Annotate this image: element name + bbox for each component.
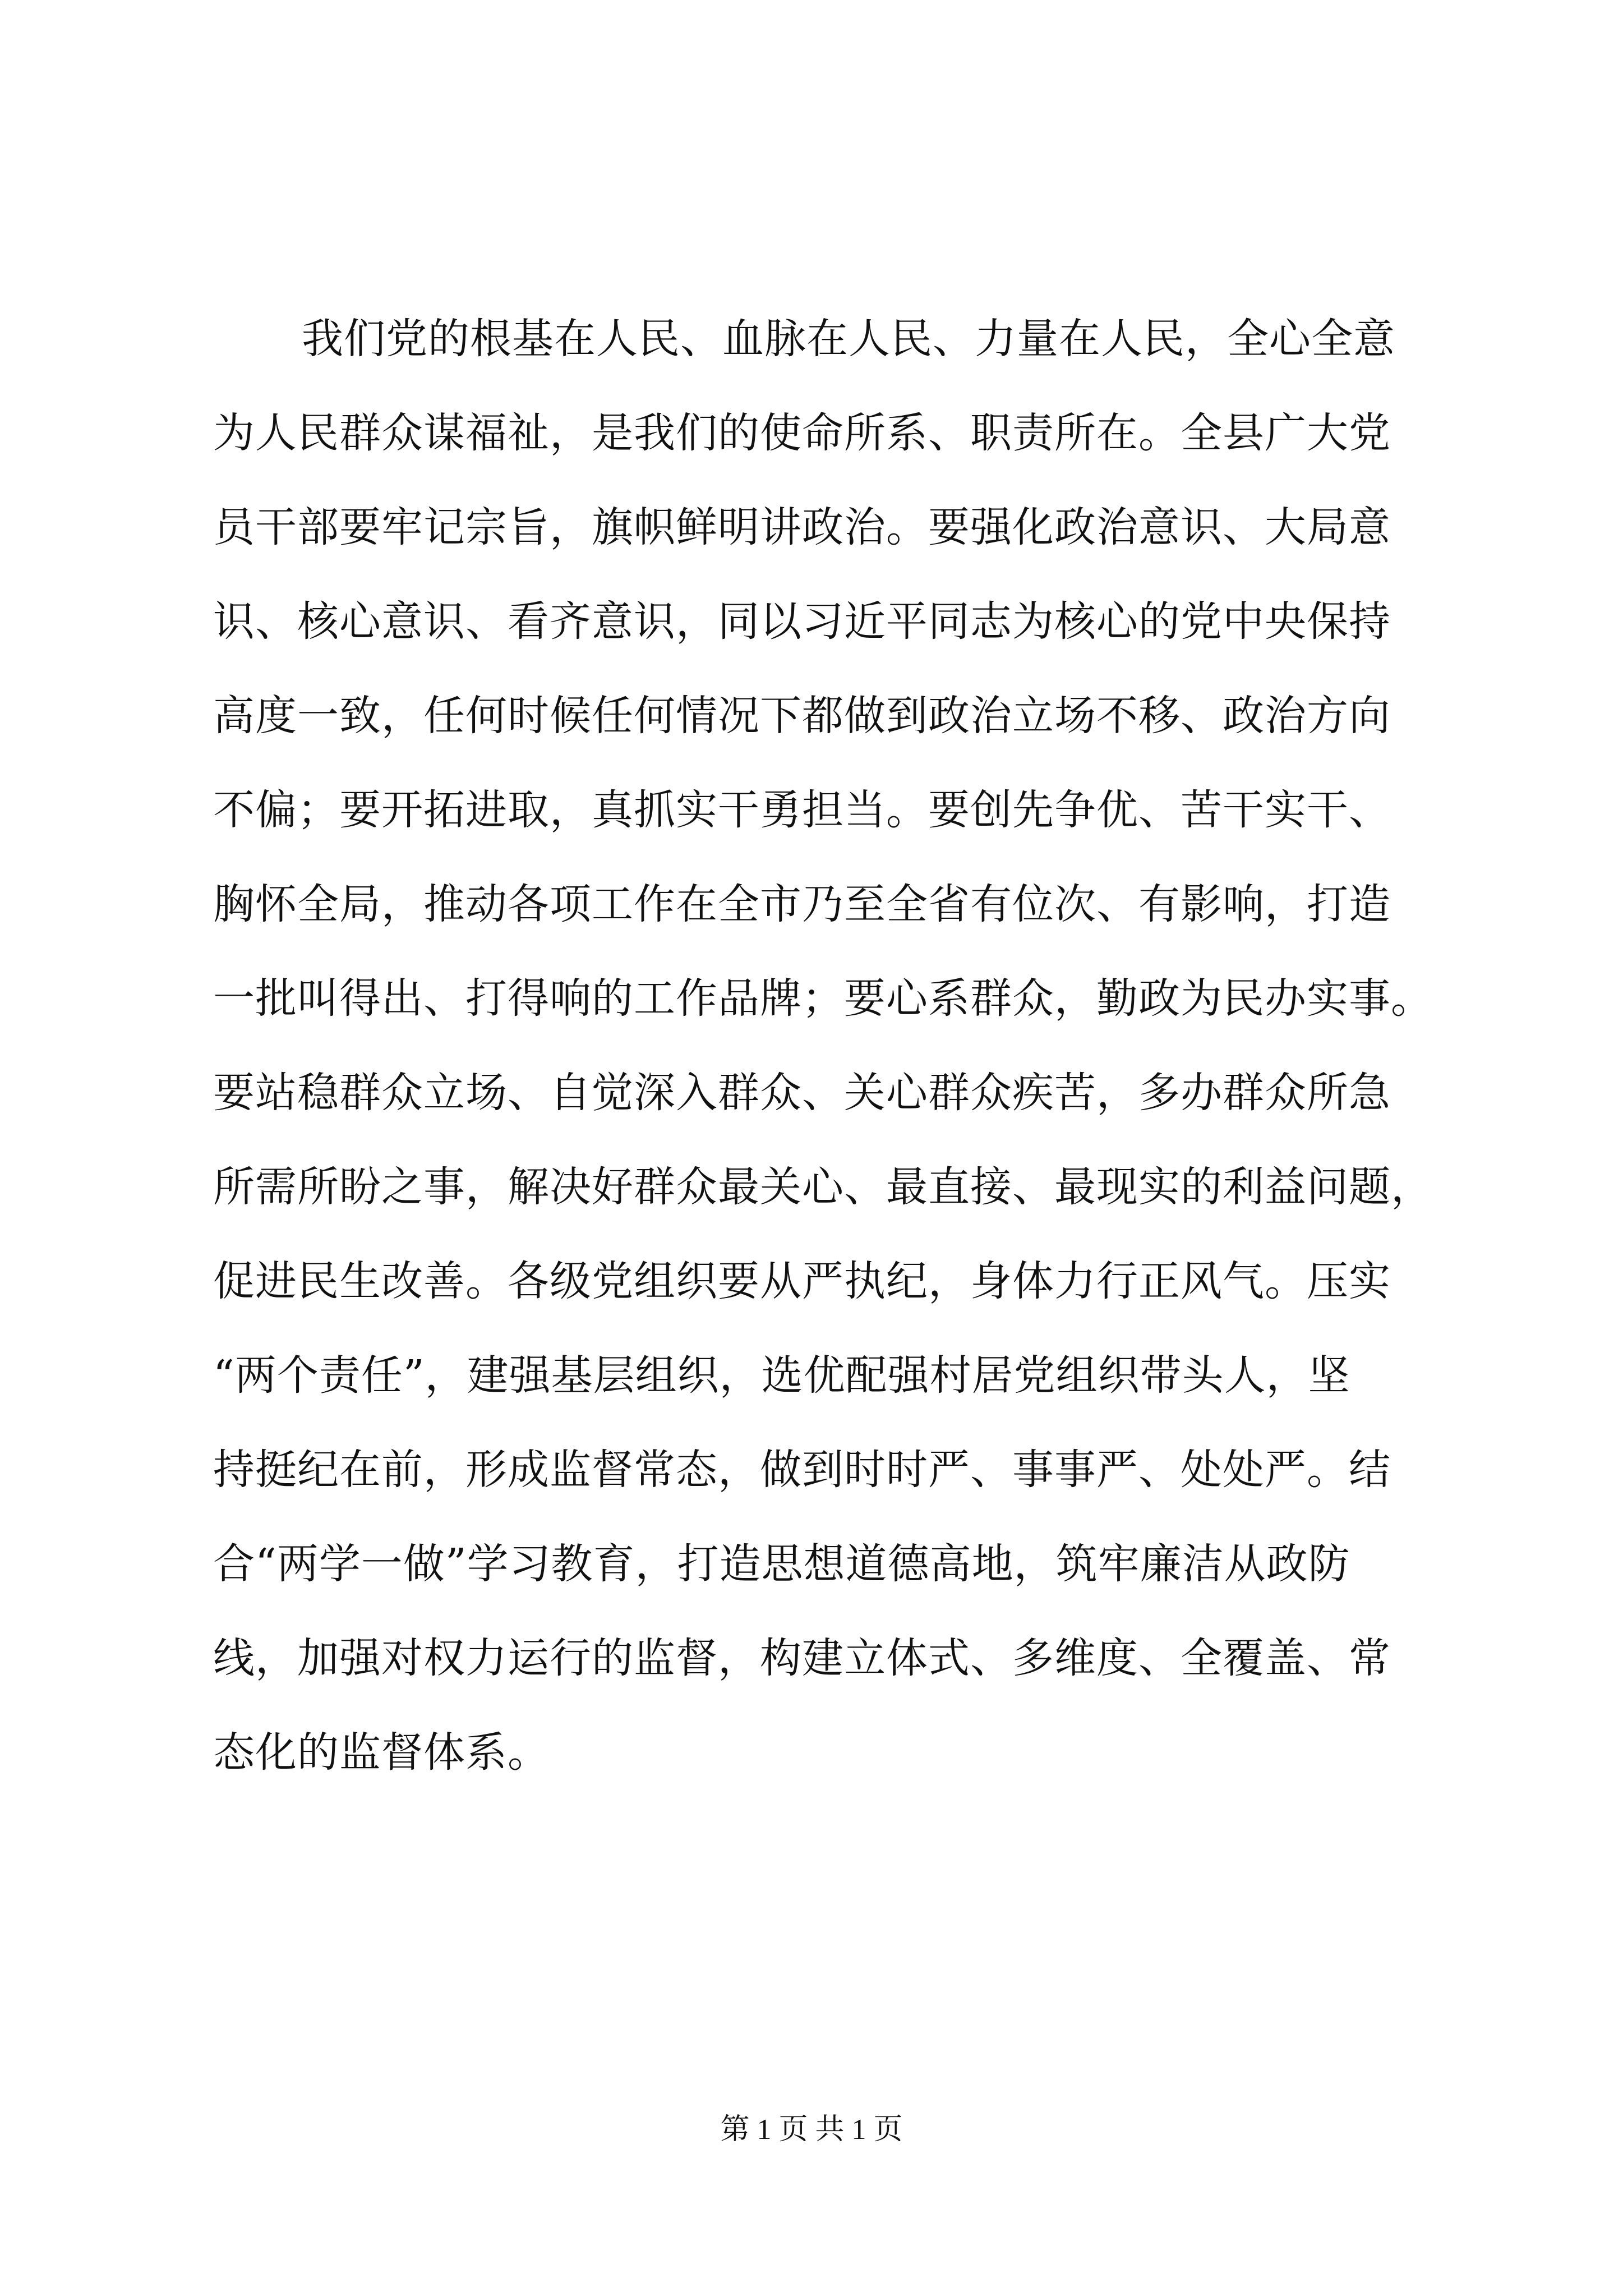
paragraph-line: 我们党的根基在人民、血脉在人民、力量在人民，全心全意 (302, 315, 1395, 363)
page-footer: 第 1 页 共 1 页 (720, 2114, 903, 2146)
paragraph-line: 员干部要牢记宗旨，旗帜鲜明讲政治。要强化政治意识、大局意 (213, 503, 1391, 551)
paragraph-line: 要站稳群众立场、自觉深入群众、关心群众疾苦，多办群众所急 (213, 1069, 1391, 1117)
paragraph-line: 为人民群众谋福祉，是我们的使命所系、职责所在。全县广大党 (213, 409, 1391, 457)
paragraph-line: 识、核心意识、看齐意识，同以习近平同志为核心的党中央保持 (213, 597, 1391, 646)
paragraph-line: 合“两学一做”学习教育，打造思想道德高地，筑牢廉洁从政防 (213, 1540, 1350, 1588)
paragraph-line: 不偏；要开拓进取，真抓实干勇担当。要创先争优、苦干实干、 (213, 786, 1391, 834)
paragraph-line: 一批叫得出、打得响的工作品牌；要心系群众，勤政为民办实事。 (213, 974, 1433, 1023)
paragraph-line: 持挺纪在前，形成监督常态，做到时时严、事事严、处处严。结 (213, 1446, 1391, 1494)
paragraph-line: 高度一致，任何时候任何情况下都做到政治立场不移、政治方向 (213, 692, 1391, 740)
paragraph-line: 线，加强对权力运行的监督，构建立体式、多维度、全覆盖、常 (213, 1634, 1391, 1682)
paragraph-line: 所需所盼之事，解决好群众最关心、最直接、最现实的利益问题， (213, 1163, 1433, 1211)
body-paragraph (213, 292, 1433, 1800)
paragraph-line: 促进民生改善。各级党组织要从严执纪，身体力行正风气。压实 (213, 1257, 1391, 1305)
paragraph-line: 胸怀全局，推动各项工作在全市乃至全省有位次、有影响，打造 (213, 880, 1391, 928)
paragraph-line: 态化的监督体系。 (213, 1728, 550, 1777)
paragraph-line: “两个责任”，建强基层组织，选优配强村居党组织带头人，坚 (213, 1351, 1350, 1400)
